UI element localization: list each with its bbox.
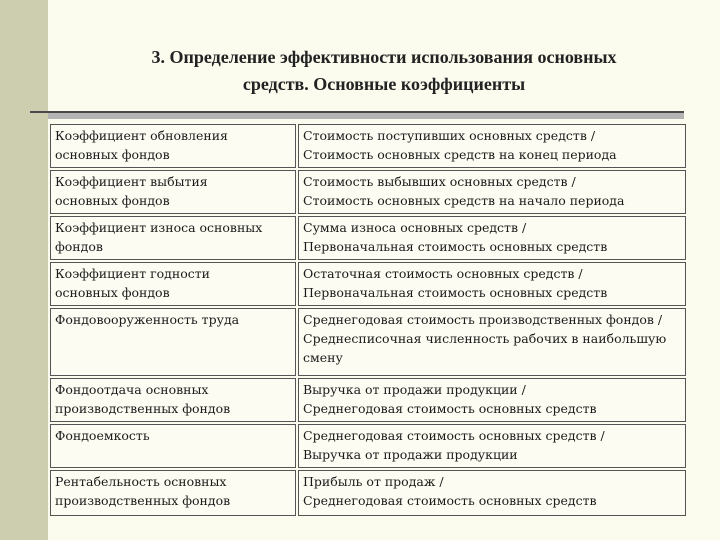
coefficient-name [50,170,296,214]
text-line: фондов [55,239,103,254]
coefficient-name [50,216,296,260]
text-line: Стоимость поступивших основных средств / [303,128,596,143]
table-row [50,378,686,422]
text-line: Стоимость основных средств на конец периода [303,147,617,162]
text-line: Стоимость выбывших основных средств / [303,174,576,189]
coefficient-formula [298,424,686,468]
table-row [50,470,686,516]
coefficient-formula [298,262,686,306]
title-divider-shadow [48,113,684,119]
text-line: Первоначальная стоимость основных средств [303,239,608,254]
text-line: Сумма износа основных средств / [303,220,527,235]
text-line: Среднесписочная численность рабочих в наибольшую [303,331,667,346]
coefficient-name [50,124,296,168]
left-decor-band [0,0,48,540]
text-line: производственных фондов [55,401,231,416]
text-line: Среднегодовая стоимость производственных фондов / [303,312,663,327]
text-line: Фондоемкость [55,428,150,443]
text-line: Остаточная стоимость основных средств / [303,266,583,281]
coefficient-formula [298,308,686,376]
table-row [50,170,686,214]
table-row [50,216,686,260]
table-row [50,262,686,306]
text-line: основных фондов [55,147,170,162]
text-line: Коэффициент годности [55,266,210,281]
text-line: основных фондов [55,285,170,300]
coefficient-formula [298,470,686,516]
text-line: основных фондов [55,193,170,208]
coefficient-name [50,262,296,306]
coefficient-name [50,470,296,516]
coefficient-formula [298,378,686,422]
text-line: смену [303,350,343,365]
title-line-1: 3. Определение эффективности использования основных [151,47,617,67]
table-row [50,424,686,468]
text-line: производственных фондов [55,493,231,508]
text-line: Коэффициент обновления [55,128,228,143]
text-line: Стоимость основных средств на начало периода [303,193,625,208]
coefficient-name [50,308,296,376]
text-line: Первоначальная стоимость основных средств [303,285,608,300]
text-line: Коэффициент выбытия [55,174,208,189]
text-line: Среднегодовая стоимость основных средств / [303,428,605,443]
coefficient-formula [298,170,686,214]
table-row [50,308,686,376]
text-line: Прибыль от продаж / [303,474,444,489]
text-line: Среднегодовая стоимость основных средств [303,493,597,508]
coefficient-name [50,424,296,468]
text-line: Рентабельность основных [55,474,227,489]
text-line: Коэффициент износа основных [55,220,263,235]
title-line-2: средств. Основные коэффициенты [242,74,526,94]
text-line: Среднегодовая стоимость основных средств [303,401,597,416]
coefficients-table [48,122,688,518]
coefficient-formula [298,124,686,168]
text-line: Фондовооруженность труда [55,312,240,327]
coefficient-formula [298,216,686,260]
text-line: Выручка от продажи продукции / [303,382,526,397]
text-line: Фондоотдача основных [55,382,209,397]
coefficient-name [50,378,296,422]
table-row [50,124,686,168]
slide-title [48,44,720,98]
text-line: Выручка от продажи продукции [303,447,518,462]
